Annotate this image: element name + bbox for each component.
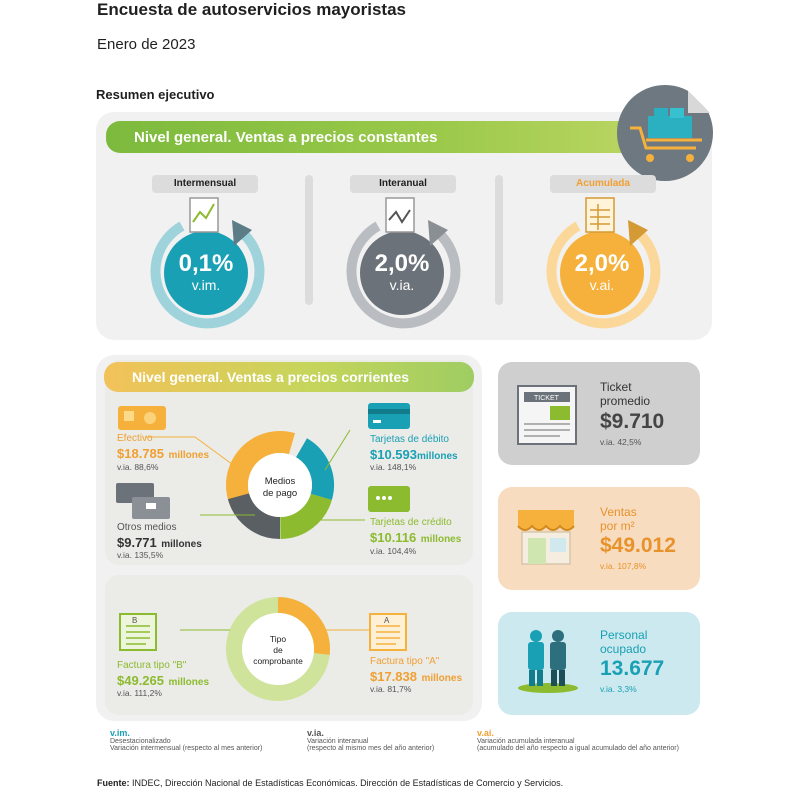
report-period: Enero de 2023 — [97, 36, 196, 53]
acumulada-unit: v.ai. — [589, 277, 615, 293]
staff-label-line2: ocupado — [600, 642, 647, 656]
invoice-b-via: v.ia. 111,2% — [117, 688, 162, 698]
storefront-icon — [514, 506, 578, 568]
debit-via: v.ia. 148,1% — [370, 462, 417, 472]
acumulada-value: 2,0% — [574, 250, 630, 277]
current-prices-banner — [104, 362, 474, 392]
separator — [495, 175, 503, 305]
receipt-text: TICKET — [534, 395, 559, 402]
current-prices-banner-text: Nivel general. Ventas a precios corrientes — [132, 369, 410, 385]
cash-label: Efectivo — [117, 433, 153, 444]
interanual-value: 2,0% — [374, 250, 430, 277]
svg-text:A: A — [384, 616, 390, 625]
legend-vai — [477, 728, 717, 752]
cash-amount: $18.785 — [117, 446, 164, 461]
sales-label — [600, 505, 637, 533]
source-text: INDEC, Dirección Nacional de Estadísticas Económicas. Dirección de Estadísticas de Comercio y Servicios. — [132, 778, 564, 788]
sales-label-line2: por m² — [600, 519, 635, 533]
invoice-a-via: v.ia. 81,7% — [370, 684, 412, 694]
legend-vai-desc2: (acumulado del año respecto a igual acumulado del año anterior) — [477, 745, 679, 752]
interanual-unit: v.ia. — [389, 277, 415, 293]
payment-donut-center-line1: Medios — [264, 476, 296, 487]
other-payments-label: Otros medios — [117, 522, 177, 533]
invoice-donut-center-line2: de — [273, 645, 283, 655]
sales-via: v.ia. 107,8% — [600, 561, 647, 571]
credit-label: Tarjetas de crédito — [370, 517, 452, 528]
legend-via-desc: Variación interanual — [307, 738, 369, 745]
invoice-b-label: Factura tipo "B" — [117, 660, 187, 671]
intermensual-unit: v.im. — [191, 277, 221, 293]
payment-donut-center-line2: de pago — [262, 488, 298, 499]
invoice-a-amount: $17.838 — [370, 669, 417, 684]
credit-amount: $10.116 — [370, 530, 417, 545]
other-payments-via: v.ia. 135,5% — [117, 550, 164, 560]
staff-value: 13.677 — [600, 657, 665, 680]
invoice-donut-center-line1: Tipo — [269, 634, 287, 644]
staff-via: v.ia. 3,3% — [600, 684, 637, 694]
legend-vim — [110, 728, 290, 752]
other-payments-amount: $9.771 — [117, 535, 157, 550]
debit-card-icon — [368, 403, 412, 431]
report-title: Encuesta de autoservicios mayoristas — [97, 0, 406, 19]
section-title: Resumen ejecutivo — [96, 87, 215, 102]
staff-label-line1: Personal — [600, 628, 648, 642]
ticket-label-line1: Ticket — [600, 380, 632, 394]
shopping-cart-icon — [610, 78, 720, 188]
legend-vim-abbr: v.im. — [110, 728, 130, 738]
intermensual-value: 0,1% — [178, 250, 234, 277]
staff-label — [600, 628, 647, 656]
debit-label: Tarjetas de débito — [370, 434, 449, 445]
ticket-label — [600, 380, 650, 408]
invoice-a-icon — [368, 612, 410, 654]
legend-via-abbr: v.ia. — [307, 728, 324, 738]
sales-label-line1: Ventas — [600, 505, 637, 519]
invoice-b-icon — [118, 612, 160, 654]
ticket-value: $9.710 — [600, 410, 665, 433]
acumulada-label: Acumulada — [550, 175, 656, 193]
legend-vai-desc: Variación acumulada interanual — [477, 738, 575, 745]
separator — [305, 175, 313, 305]
credit-amount-row — [370, 529, 461, 547]
cash-icon — [118, 403, 168, 433]
other-payments-icon — [116, 481, 172, 521]
invoice-b-unit: millones — [168, 677, 210, 688]
invoice-donut-center — [238, 634, 318, 667]
legend-via-desc2: (respecto al mismo mes del año anterior) — [307, 745, 435, 752]
debit-amount: $10.593 — [370, 447, 417, 462]
other-payments-unit: millones — [161, 539, 202, 550]
debit-unit: millones — [417, 451, 458, 462]
intermensual-label: Intermensual — [152, 175, 258, 193]
legend-vai-abbr: v.ai. — [477, 728, 494, 738]
interanual-label: Interanual — [350, 175, 456, 193]
credit-via: v.ia. 104,4% — [370, 546, 417, 556]
svg-text:B: B — [132, 616, 138, 625]
credit-card-icon — [368, 486, 412, 514]
invoice-a-label: Factura tipo "A" — [370, 656, 440, 667]
cash-amount-row — [117, 445, 209, 463]
invoice-b-amount: $49.265 — [117, 673, 164, 688]
workers-icon — [516, 624, 580, 694]
invoice-a-unit: millones — [421, 673, 463, 684]
legend-vim-desc: Variación intermensual (respecto al mes anterior) — [110, 745, 263, 752]
legend-via — [307, 728, 477, 752]
invoice-connector-lines — [180, 625, 380, 635]
constant-prices-banner-text: Nivel general. Ventas a precios constantes — [134, 128, 438, 146]
ticket-label-line2: promedio — [600, 394, 651, 408]
legend-vim-title: Desestacionalizado — [110, 738, 171, 745]
sales-value: $49.012 — [600, 534, 676, 557]
invoice-donut-center-line3: comprobante — [253, 656, 303, 666]
source-label: Fuente: — [97, 778, 130, 788]
receipt-icon — [516, 384, 578, 446]
ticket-via: v.ia. 42,5% — [600, 437, 642, 447]
cash-via: v.ia. 88,6% — [117, 462, 159, 472]
source-footer — [97, 778, 563, 788]
credit-unit: millones — [420, 534, 462, 545]
cash-unit: millones — [168, 450, 210, 461]
